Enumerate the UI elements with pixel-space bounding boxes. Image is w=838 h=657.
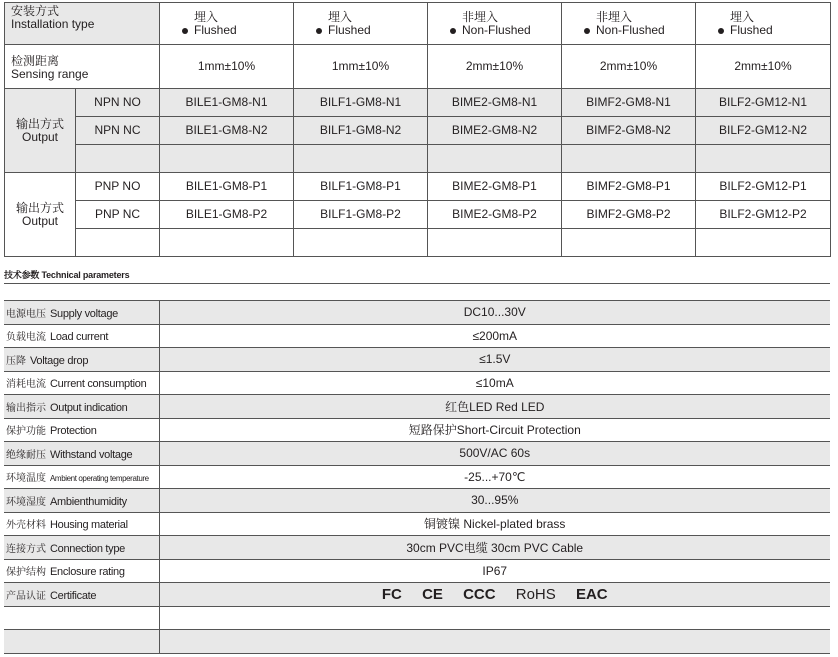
pnp-nc-row — [5, 201, 831, 229]
model-cell: BILF2-GM12-P2 — [696, 201, 831, 229]
bullet-icon — [584, 28, 590, 34]
param-value: 红色LED Red LED — [159, 395, 830, 419]
output-type-label: NPN NC — [76, 117, 160, 145]
bullet-icon — [718, 28, 724, 34]
param-row — [4, 583, 830, 607]
sensing-range-row — [5, 45, 831, 89]
pnp-empty-row — [5, 229, 831, 257]
param-row — [4, 512, 830, 536]
output-pnp-header: 输出方式 Output — [5, 173, 76, 257]
model-cell: BILE1-GM8-N2 — [160, 117, 294, 145]
output-type-label: PNP NO — [76, 173, 160, 201]
npn-nc-row — [5, 117, 831, 145]
param-value: 铜镀镍 Nickel-plated brass — [159, 512, 830, 536]
fc-certificate-icon: FC — [381, 585, 402, 603]
bullet-icon — [182, 28, 188, 34]
param-label: 负载电流 Load current — [4, 324, 159, 348]
install-type-cell: 非埋入 Non-Flushed — [562, 3, 696, 45]
install-type-cell: 埋入 Flushed — [696, 3, 831, 45]
model-cell: BILF1-GM8-N2 — [294, 117, 428, 145]
model-cell: BILE1-GM8-P2 — [160, 201, 294, 229]
param-row — [4, 301, 830, 325]
model-cell: BILF2-GM12-N1 — [696, 89, 831, 117]
param-value: ≤1.5V — [159, 348, 830, 372]
install-type-cell: 埋入 Flushed — [160, 3, 294, 45]
installation-type-header: 安装方式 Installation type — [5, 3, 160, 45]
range-cell: 1mm±10% — [160, 45, 294, 89]
model-cell: BILF1-GM8-P2 — [294, 201, 428, 229]
model-cell: BILF1-GM8-P1 — [294, 173, 428, 201]
sensing-range-header: 检测距离 Sensing range — [5, 45, 160, 89]
param-label: 绝缘耐压 Withstand voltage — [4, 442, 159, 466]
model-cell: BILF2-GM12-P1 — [696, 173, 831, 201]
param-row — [4, 371, 830, 395]
param-row — [4, 465, 830, 489]
param-label: 压降 Voltage drop — [4, 348, 159, 372]
param-label: 保护结构 Enclosure rating — [4, 559, 159, 583]
param-row — [4, 395, 830, 419]
model-cell: BILF2-GM12-N2 — [696, 117, 831, 145]
param-value: 30...95% — [159, 489, 830, 513]
param-label: 外壳材料 Housing material — [4, 512, 159, 536]
ce-certificate-icon: CE — [422, 585, 443, 603]
range-cell: 2mm±10% — [428, 45, 562, 89]
param-value: ≤200mA — [159, 324, 830, 348]
empty-row — [4, 606, 830, 630]
output-type-label: PNP NC — [76, 201, 160, 229]
model-cell: BIMF2-GM8-P2 — [562, 201, 696, 229]
param-row — [4, 324, 830, 348]
param-value: 30cm PVC电缆 30cm PVC Cable — [159, 536, 830, 560]
param-value: -25...+70℃ — [159, 465, 830, 489]
empty-row — [4, 630, 830, 654]
section-divider — [4, 283, 830, 284]
param-row — [4, 418, 830, 442]
param-label: 产品认证 Certificate — [4, 583, 159, 607]
model-cell: BIME2-GM8-P1 — [428, 173, 562, 201]
range-cell: 2mm±10% — [696, 45, 831, 89]
param-row — [4, 348, 830, 372]
model-cell: BIMF2-GM8-P1 — [562, 173, 696, 201]
range-cell: 2mm±10% — [562, 45, 696, 89]
param-row — [4, 489, 830, 513]
param-row — [4, 536, 830, 560]
param-value: ≤10mA — [159, 371, 830, 395]
param-value: IP67 — [159, 559, 830, 583]
section-title: 技术参数 Technical parameters — [4, 270, 130, 280]
param-label: 电源电压 Supply voltage — [4, 301, 159, 325]
model-cell: BIME2-GM8-N1 — [428, 89, 562, 117]
technical-parameters-table — [4, 300, 830, 654]
model-cell: BILF1-GM8-N1 — [294, 89, 428, 117]
pnp-no-row — [5, 173, 831, 201]
model-cell: BILE1-GM8-N1 — [160, 89, 294, 117]
param-label: 环境温度 Ambient operating temperature — [4, 465, 159, 489]
bullet-icon — [316, 28, 322, 34]
install-type-cell: 非埋入 Non-Flushed — [428, 3, 562, 45]
param-value: DC10...30V — [159, 301, 830, 325]
param-label: 连接方式 Connection type — [4, 536, 159, 560]
bullet-icon — [450, 28, 456, 34]
param-value: 500V/AC 60s — [159, 442, 830, 466]
model-selection-table — [4, 2, 831, 257]
param-label: 输出指示 Output indication — [4, 395, 159, 419]
model-cell: BIME2-GM8-P2 — [428, 201, 562, 229]
param-label: 保护功能 Protection — [4, 418, 159, 442]
range-cell: 1mm±10% — [294, 45, 428, 89]
npn-empty-row — [5, 145, 831, 173]
ccc-certificate-icon: CCC — [463, 585, 496, 603]
param-label: 环境湿度 Ambienthumidity — [4, 489, 159, 513]
param-row — [4, 442, 830, 466]
output-type-label: NPN NO — [76, 89, 160, 117]
param-value: 短路保护Short-Circuit Protection — [159, 418, 830, 442]
installation-type-row — [5, 3, 831, 45]
model-cell: BILE1-GM8-P1 — [160, 173, 294, 201]
model-cell: BIMF2-GM8-N1 — [562, 89, 696, 117]
model-cell: BIMF2-GM8-N2 — [562, 117, 696, 145]
certificate-logos — [159, 583, 830, 607]
output-npn-header: 输出方式 Output — [5, 89, 76, 173]
param-label: 消耗电流 Current consumption — [4, 371, 159, 395]
model-cell: BIME2-GM8-N2 — [428, 117, 562, 145]
npn-no-row — [5, 89, 831, 117]
param-row — [4, 559, 830, 583]
install-type-cell: 埋入 Flushed — [294, 3, 428, 45]
rohs-certificate-icon: RoHS — [515, 585, 556, 603]
eac-certificate-icon: EAC — [575, 585, 608, 603]
